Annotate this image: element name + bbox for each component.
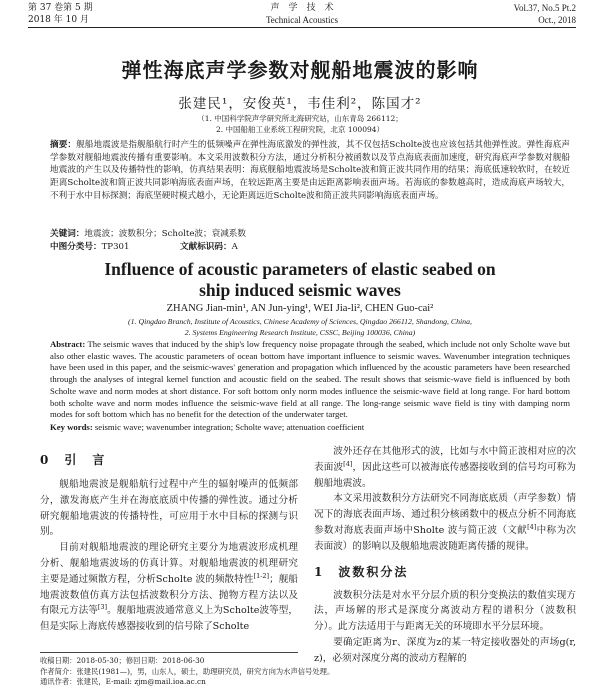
affiliations-en [0, 317, 600, 338]
keywords-cn [50, 227, 570, 239]
abstract-en [50, 339, 570, 421]
abstract-cn-text: 舰船地震波是指舰船航行时产生的低频噪声在弹性海底激发的弹性波，其不仅包括Scholte波也应该包括其他弹性波。弹性海底声学参数对舰船地震波传播有重要影响。本文采用波数积分方法，通过分析积分被函数以及节点海底表面加速度，研究海底声学参数对舰船地震波的产生以及传播特性的影响，仿真结果表明：海底舰船地震波场是Scholte波和简正波共同作用的结果；海底低速较软时，在较近距离Scholte波和简正波共同影响海底表面声场，在较远距离主要是由远距离影响表面声场。若海底的参数越高时，造成海底声场较大，不利于水中目标探测；海底坚硬时模式越小，无论距离远近Scholte波和简正波共同影响海底表面声场。 [50, 140, 570, 201]
header-volume-en: Vol.37, No.5 Pt.2 [513, 3, 576, 13]
body-paragraph: 目前对舰船地震波的理论研究主要分为地震波形成机理分析、舰船地震波场的仿真计算。对舰船地震波的机理研究主要是通过频散方程，分析Scholte 波的频散特性[1-2]；舰船地震波数值仿真方法包括波数积分方法、抛物方程方法以及有限元方法等[3]。舰船地震波通常意义上为Scholte波等型，但是实际上海底传感器接收到的信号除了Scholte [40, 542, 298, 633]
footnote [40, 652, 335, 688]
body-paragraph: 波数积分法是对水平分层介质的积分变换法的数值实现方法，声场解的形式是深度分离波动方程的谱积分（波数积分）。此方法适用于与距离无关的环境即水平分层环境。 [314, 589, 576, 633]
affiliation-cn-1: （1. 中国科学院声学研究所北海研究站，山东青岛 266112； [197, 114, 403, 123]
header-right [514, 3, 576, 25]
authors-en: ZHANG Jian-min¹, AN Jun-ying¹, WEI Jia-li², CHEN Guo-cai² [166, 303, 434, 314]
classification-value: TP301 [101, 242, 130, 252]
affiliation-cn-2: 2. 中国船舶工业系统工程研究院，北京 100094） [215, 125, 385, 134]
authors-cn: 张建民¹，安俊英¹，韦佳利²，陈国才² [178, 96, 422, 112]
affiliation-en-1: (1. Qingdao Branch, Institute of Acoustics, Chinese Academy of Sciences, Qingdao 266112, Shandong, China, [128, 317, 472, 326]
keywords-cn-text: 地震波；波数积分；Scholte波；衰减系数 [84, 229, 246, 239]
header-journal-cn: 声 学 技 术 [270, 3, 334, 13]
citation-ref: [4] [527, 522, 537, 531]
document-code [180, 240, 238, 252]
classification-cn [50, 240, 570, 252]
header-date-en: Oct., 2018 [538, 14, 576, 25]
abstract-en-text: The seismic waves that induced by the ship's low frequency noise propagate through the seabed, which include not only Scholte wave but also other elastic waves. The acoustic parameters of ocean bottom have important influence to seismic waves. Wavenumber integration techniques have been used in this paper, and the seismic-waves' generation and propagation which influenced by the acoustic parameters have been researched through the analyses of integral kernel function and acoustic field on the seabed. The result shows that seismic-wave field is influenced by both Scholte wave and norm modes at short distance. For soft bottom only norm modes influence the seismic-wave field at long range. For hard bottom both scholte wave and norm modes influence the seismic-wave field at all range. The long-range seismic wave field is tiny with damping norm modes for soft bottom which has no benefit for the detection of the underwater target. [50, 339, 570, 420]
section-heading-wavenumber: 1 波数积分法 [314, 564, 409, 579]
classification-label: 中图分类号： [50, 242, 102, 252]
body-paragraph: 要确定距离为r、深度为z的某一特定接收器处的声场g(r, z)，必须对深度分离的波动方程解的 [314, 636, 576, 664]
affiliation-en-2: 2. Systems Engineering Research Institute, CSSC, Beijing 100036, China) [184, 327, 416, 337]
running-header [28, 3, 576, 28]
footnote-author-bio: 作者简介：张建民(1981—)，男，山东人，硕士，助理研究员，研究方向为水声信号处理。 [40, 666, 335, 676]
header-center [28, 3, 576, 25]
header-journal-en: Technical Acoustics [265, 14, 339, 25]
section-heading-introduction: 0 引 言 [40, 453, 107, 467]
keywords-cn-label: 关键词： [50, 229, 85, 239]
body-paragraph: 波外还存在其他形式的波，比如与水中简正波相对应的次表面波[4]，因此这些可以被海底传感器接收到的信号均可称为舰船地震波。 [314, 446, 577, 489]
header-date-cn: 2018 年 10 月 [28, 14, 89, 25]
body-right-column [314, 444, 576, 667]
body-paragraph: 本文采用波数积分方法研究不同海底底质（声学参数）情况下的海底表面声场、通过积分核函数中的极点分析不同海底参数对海底表面声场中Sholte 波与简正波（文献[4]中称为次表面波）的影响以及舰船地震波随距离传播的规律。 [314, 493, 576, 552]
paper-title-en [0, 259, 600, 301]
paper-title-cn: 弹性海底声学参数对舰船地震波的影响 [121, 58, 479, 82]
citation-ref: [1-2] [253, 571, 270, 580]
keywords-en-label: Key words: [50, 422, 93, 432]
abstract-cn [50, 139, 570, 203]
citation-ref: [3] [97, 603, 108, 612]
affiliations-cn [0, 113, 600, 135]
paper-title-en-text: Influence of acoustic parameters of elastic seabed on ship induced seismic waves [104, 259, 496, 300]
document-code-label: 文献标识码： [180, 242, 232, 252]
keywords-en-text: seismic wave; wavenumber integration; Scholte wave; attenuation coefficient [94, 422, 365, 432]
header-volume-cn: 第 37 卷第 5 期 [28, 3, 93, 13]
citation-ref: [4] [343, 459, 353, 468]
body-paragraph: 舰船地震波是舰船航行过程中产生的辐射噪声的低频部分，激发海底产生并在海底底质中传播的弹性波。通过分析研究舰船地震波的传播特性，可应用于水中目标的探测与识别。 [40, 479, 298, 538]
abstract-cn-label: 摘要： [50, 140, 77, 150]
footnote-received: 收稿日期：2018-05-30；修回日期：2018-06-30 [40, 656, 205, 665]
document-code-value: A [231, 242, 238, 252]
abstract-en-label: Abstract: [50, 339, 86, 349]
footnote-corresponding: 通讯作者：张建民，E-mail: zjm@mail.ioa.ac.cn [40, 677, 206, 686]
body-left-column [40, 451, 298, 635]
keywords-en [50, 422, 570, 432]
